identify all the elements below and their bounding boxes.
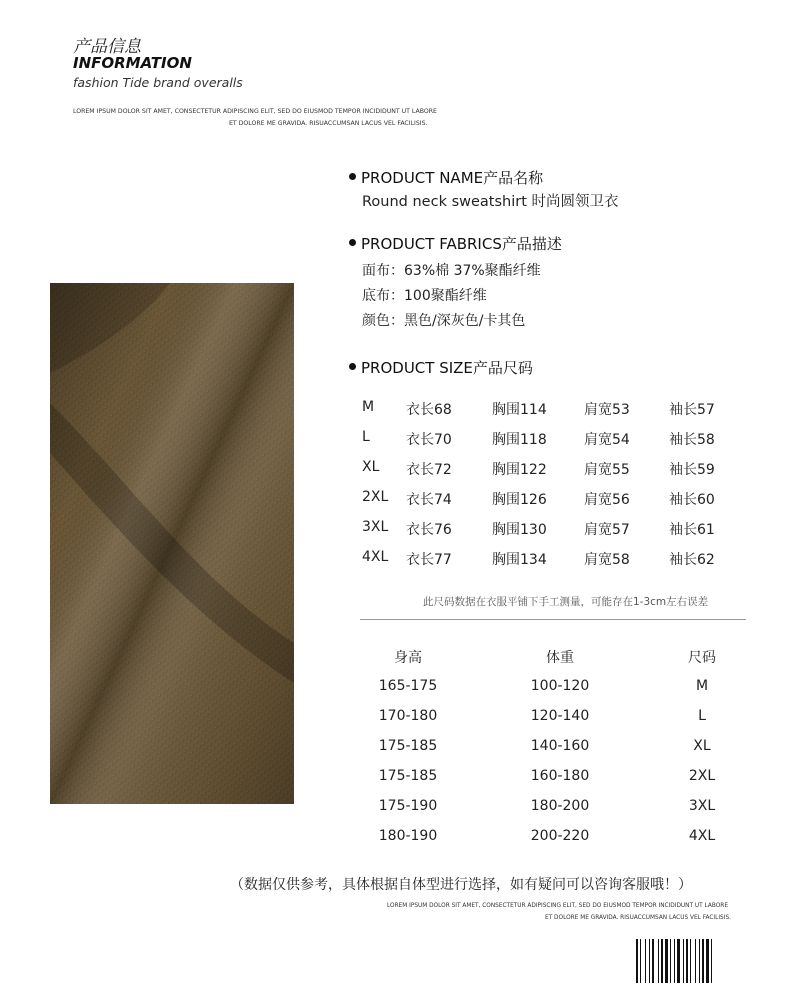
table-row [360, 768, 746, 788]
barcode-bar [670, 939, 671, 983]
table-cell: L [698, 708, 706, 724]
size-cell: 袖长58 [669, 432, 715, 448]
size-row [362, 549, 762, 569]
table-cell: 4XL [688, 828, 716, 844]
header-height: 身高 [394, 650, 422, 666]
table-row [360, 798, 746, 818]
size-row [362, 459, 762, 479]
header-title-en: INFORMATION [73, 54, 192, 72]
size-cell: 胸围114 [492, 402, 547, 418]
size-row [362, 429, 762, 449]
header-subtitle: fashion Tide brand overalls [73, 75, 243, 90]
footer-lorem-line-1: LOREM IPSUM DOLOR SIT AMET, CONSECTETUR ADIPISCING ELIT, SED DO EIUSMOD TEMPOR INCIDIDUNT UT LABORE [387, 903, 728, 909]
barcode-bar [702, 939, 704, 983]
header-title-cn: 产品信息 [73, 37, 141, 57]
size-cell: 肩宽58 [584, 552, 630, 568]
barcode-bar [645, 939, 646, 983]
header-lorem-line-2: ET DOLORE ME GRAVIDA. RISUACCUMSAN LACUS VEL FACILISIS. [229, 120, 428, 127]
size-cell: 肩宽56 [584, 492, 630, 508]
barcode-bar [683, 939, 684, 983]
barcode-icon [636, 939, 740, 983]
bullet-icon [349, 173, 356, 180]
table-row [360, 828, 746, 848]
product-name-title [349, 167, 543, 188]
size-cell: 衣长70 [406, 432, 452, 448]
table-cell: 165-175 [378, 678, 438, 694]
size-cell: 衣长77 [406, 552, 452, 568]
table-cell: 200-220 [530, 828, 590, 844]
table-cell: XL [693, 738, 711, 754]
product-size-title-text: PRODUCT SIZE产品尺码 [361, 359, 533, 377]
size-cell: M [362, 399, 375, 415]
size-cell: 胸围122 [492, 462, 547, 478]
size-cell: 衣长68 [406, 402, 452, 418]
fabric-line: 颜色：黑色/深灰色/卡其色 [362, 313, 526, 329]
header-lorem-line-1: LOREM IPSUM DOLOR SIT AMET, CONSECTETUR ADIPISCING ELIT, SED DO EIUSMOD TEMPOR INCIDIDUNT UT LABORE [73, 108, 437, 115]
table-row [360, 738, 746, 758]
table-cell: 160-180 [530, 768, 590, 784]
size-cell: 胸围134 [492, 552, 547, 568]
header-weight: 体重 [546, 650, 574, 666]
barcode-bar [658, 939, 659, 983]
size-cell: 衣长72 [406, 462, 452, 478]
size-cell: 袖长60 [669, 492, 715, 508]
table-cell: 180-190 [378, 828, 438, 844]
product-name-title-text: PRODUCT NAME产品名称 [361, 169, 544, 187]
size-cell: 2XL [362, 489, 389, 505]
barcode-bar [649, 939, 650, 983]
size-cell: 3XL [362, 519, 389, 535]
table-cell: 175-185 [378, 738, 438, 754]
size-measurement-note: 此尺码数据在衣服平铺下手工测量，可能存在1-3cm左右误差 [423, 596, 709, 608]
barcode-bar [699, 939, 700, 983]
size-cell: L [362, 429, 370, 445]
barcode-bar [665, 939, 668, 983]
size-cell: 袖长61 [669, 522, 715, 538]
product-fabrics-title [349, 233, 562, 254]
size-disclaimer: （数据仅供参考，具体根据自体型进行选择，如有疑问可以咨询客服哦！） [230, 877, 692, 893]
fabric-line: 底布：100聚酯纤维 [362, 288, 487, 304]
size-cell: 袖长57 [669, 402, 715, 418]
divider [360, 619, 746, 620]
product-size-title [349, 357, 533, 378]
table-cell: 140-160 [530, 738, 590, 754]
table-row [360, 708, 746, 728]
table-row [360, 678, 746, 698]
table-cell: 100-120 [530, 678, 590, 694]
size-row [362, 489, 762, 509]
size-cell: 肩宽53 [584, 402, 630, 418]
recommend-table-header [360, 647, 746, 667]
size-cell: XL [362, 459, 380, 475]
table-cell: 175-185 [378, 768, 438, 784]
barcode-graphic [636, 939, 740, 983]
fabric-photo [50, 283, 294, 804]
size-row [362, 399, 762, 419]
size-cell: 胸围126 [492, 492, 547, 508]
bullet-icon [349, 363, 356, 370]
barcode-bar [706, 939, 709, 983]
barcode-bar [690, 939, 691, 983]
barcode-bar [661, 939, 663, 983]
barcode-bar [686, 939, 688, 983]
product-fabrics-title-text: PRODUCT FABRICS产品描述 [361, 235, 562, 253]
table-cell: 170-180 [378, 708, 438, 724]
size-row [362, 519, 762, 539]
size-cell: 衣长74 [406, 492, 452, 508]
size-cell: 肩宽54 [584, 432, 630, 448]
header-size: 尺码 [688, 650, 716, 666]
size-cell: 袖长59 [669, 462, 715, 478]
barcode-bar [695, 939, 696, 983]
size-cell: 衣长76 [406, 522, 452, 538]
table-cell: M [695, 678, 709, 694]
bullet-icon [349, 239, 356, 246]
table-cell: 3XL [688, 798, 716, 814]
barcode-bar [652, 939, 654, 983]
barcode-bar [636, 939, 638, 983]
size-cell: 肩宽55 [584, 462, 630, 478]
barcode-bar [640, 939, 641, 983]
size-cell: 4XL [362, 549, 389, 565]
size-cell: 胸围130 [492, 522, 547, 538]
footer-lorem-line-2: ET DOLORE ME GRAVIDA. RISUACCUMSAN LACUS VEL FACILISIS. [545, 915, 731, 921]
table-cell: 2XL [688, 768, 716, 784]
barcode-bar [711, 939, 712, 983]
size-cell: 胸围118 [492, 432, 547, 448]
product-name-value: Round neck sweatshirt 时尚圆领卫衣 [362, 194, 619, 210]
barcode-bar [674, 939, 675, 983]
table-cell: 120-140 [530, 708, 590, 724]
table-cell: 180-200 [530, 798, 590, 814]
barcode-bar [677, 939, 680, 983]
fabric-line: 面布：63%棉 37%聚酯纤维 [362, 263, 541, 279]
size-cell: 袖长62 [669, 552, 715, 568]
table-cell: 175-190 [378, 798, 438, 814]
size-cell: 肩宽57 [584, 522, 630, 538]
fabric-photo-image [50, 283, 294, 804]
